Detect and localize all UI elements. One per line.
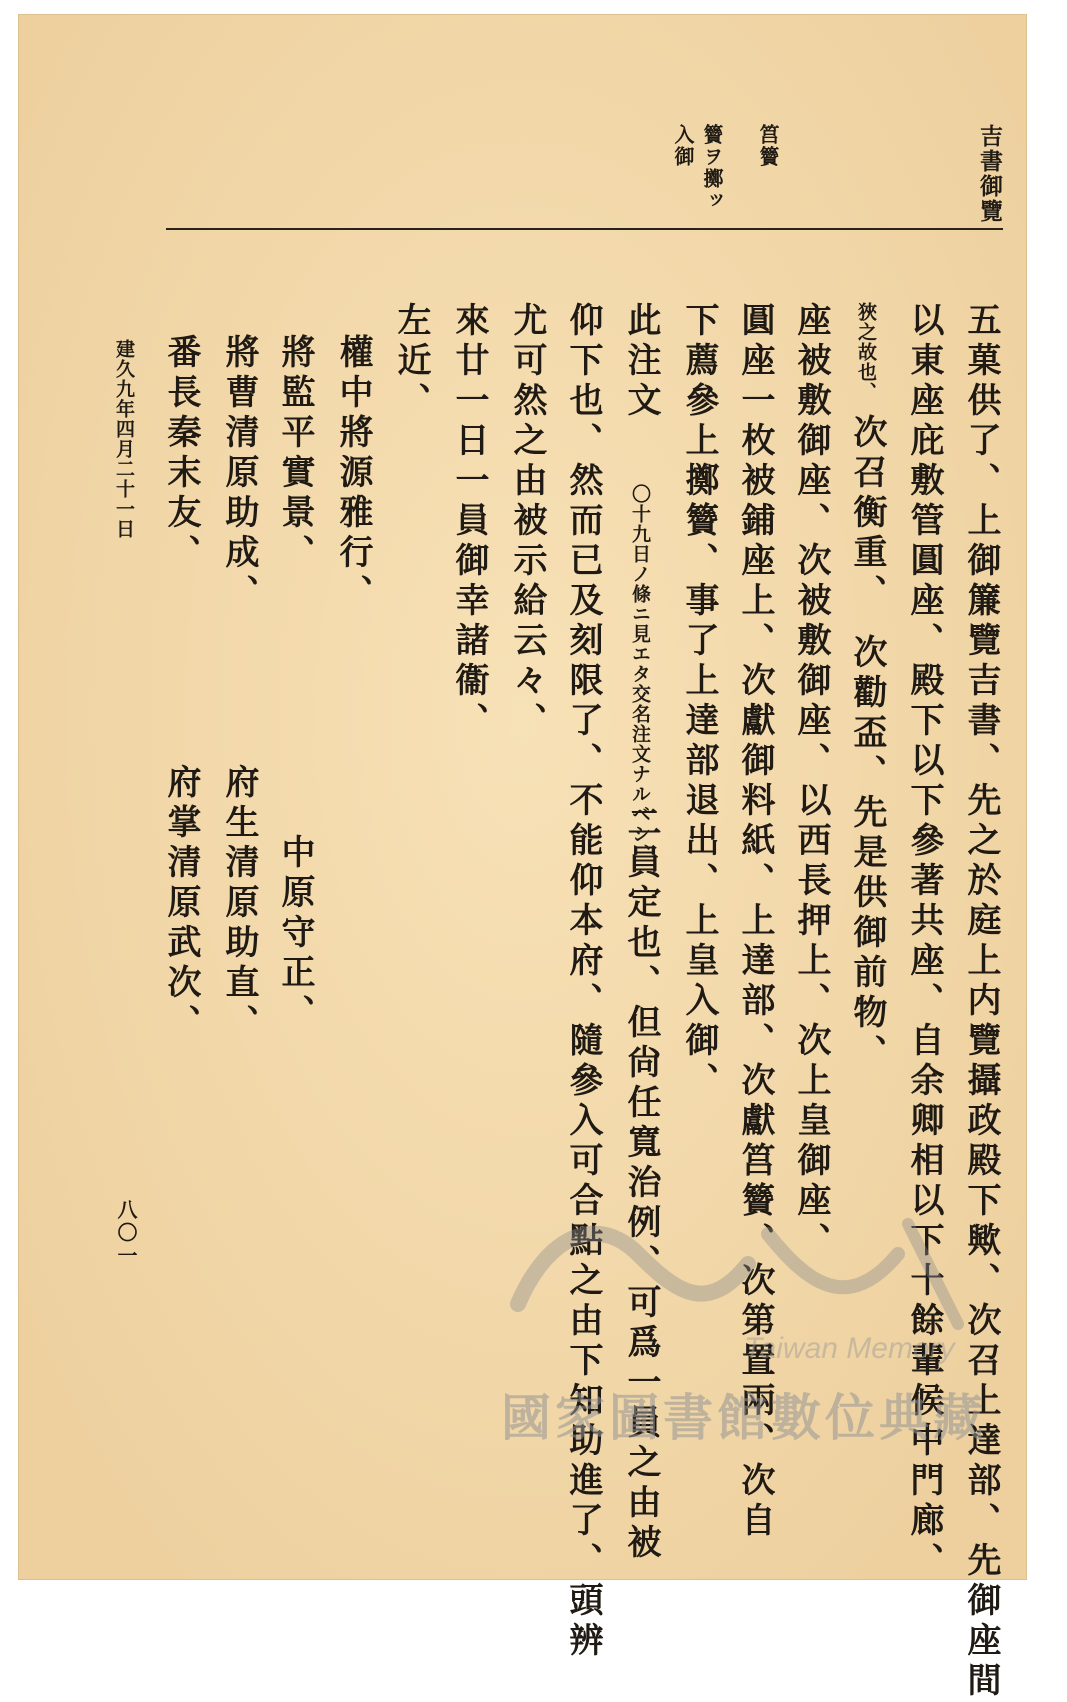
official-row-1: 權中將源雅行、: [333, 334, 373, 614]
text-column-7: 此注文: [621, 302, 661, 422]
official-row-3: 將曹清原助成、: [219, 334, 259, 614]
text-column-4: 座被敷御座、次被敷御座、以西長押上、次上皇御座、: [791, 302, 831, 1262]
watermark-latin: Taiwan Memory: [744, 1332, 955, 1365]
page-number: 八〇一: [114, 1199, 138, 1268]
small-note-narrow-seat: 狹之故也、: [855, 302, 877, 402]
taiwan-memory-logo-watermark: [488, 1194, 988, 1354]
text-column-8: 仰下也、然而已及刻限了、不能仰本府、隨參入可合點之由下知助進了、頭辨: [563, 302, 603, 1662]
official-row-3b: 府生清原助直、: [219, 764, 259, 1044]
document-date: 建久九年四月二十一日: [113, 339, 135, 539]
text-column-3b: 次勸盃、先是供御前物、: [847, 634, 887, 1074]
text-column-2: 以東座庇敷管圓座、殿下以下參著共座、自余卿相以下十餘輩候中門廊、: [904, 302, 944, 1582]
side-note-1: 筥籫: [756, 124, 780, 168]
text-column-1: 五菓供了、上御簾覽吉書、先之於庭上内覽攝政殿下歟、次召上達部、先御座間: [961, 302, 1001, 1702]
small-note-roster: 〇十九日ノ條ニ見エタ交名注文ナルベシ、: [629, 484, 651, 864]
text-column-11: 左近、: [391, 302, 431, 422]
text-column-3a: 次召衡重、: [847, 414, 887, 614]
official-row-1b: 中原守正、: [275, 834, 315, 1034]
side-note-2: 籫ヲ擲ッ: [700, 124, 724, 212]
watermark-text: 國家圖書館數位典藏: [501, 1389, 987, 1447]
text-column-5: 圓座一枚被鋪座上、次獻御料紙、上達部、次獻筥籫、次第置兩、次自: [735, 302, 775, 1542]
official-row-4b: 府掌清原武次、: [161, 764, 201, 1044]
running-title: 吉書御覽: [976, 124, 1003, 224]
official-row-4: 番長秦末友、: [161, 334, 201, 574]
document-page: [18, 14, 1027, 1702]
official-row-2: 將監平實景、: [275, 334, 315, 574]
header-rule: [166, 228, 1003, 230]
side-note-3: 入御: [671, 124, 695, 168]
text-column-7-lower: 二員定也、但尙任寬治例、可爲一員之由被: [621, 804, 661, 1564]
text-column-10: 來廿一日一員御幸諸衞、: [449, 302, 489, 742]
text-column-6: 下薦參上擲籫、事了上達部退出、上皇入御、: [679, 302, 719, 1102]
text-column-9: 尤可然之由被示給云々、: [507, 302, 547, 742]
